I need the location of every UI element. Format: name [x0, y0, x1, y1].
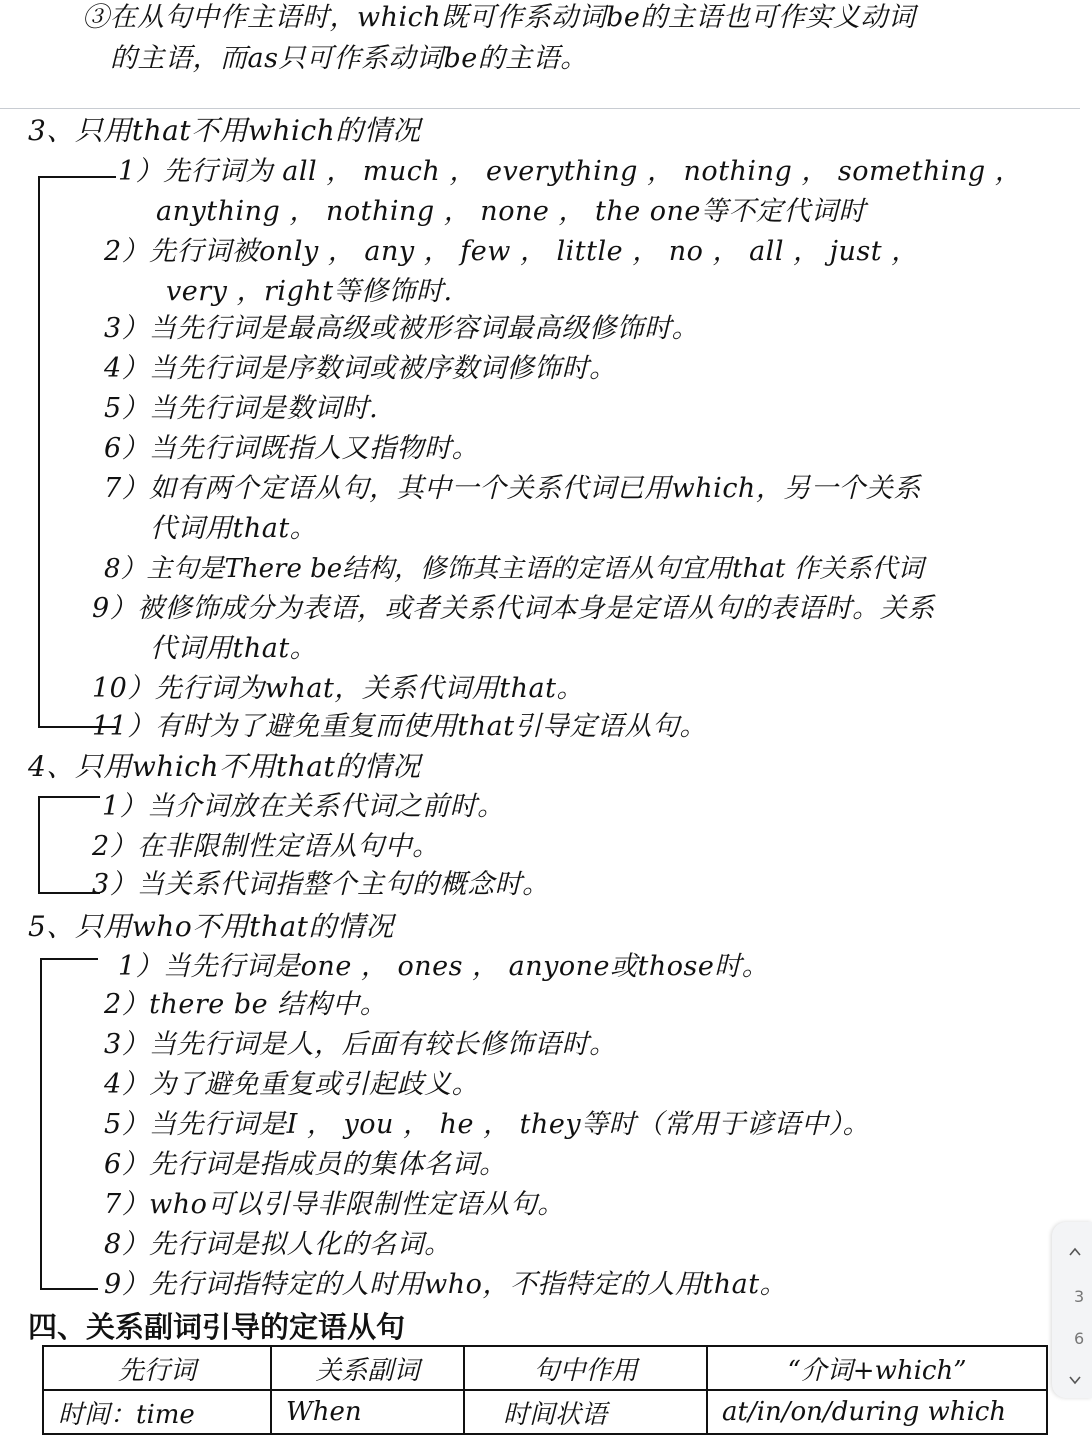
list-item: 3）当先行词是人，后面有较长修饰语时。	[104, 1029, 617, 1060]
list-item: 1）当介词放在关系代词之前时。	[102, 791, 505, 822]
section-4-title: 4、只用which不用that的情况	[28, 750, 421, 783]
table-header-cell: 先行词	[43, 1346, 271, 1390]
note-line: 的主语，而as只可作系动词be的主语。	[110, 43, 588, 74]
page-number-digit: 3	[1074, 1287, 1085, 1306]
list-item: 4）当先行词是序数词或被序数词修饰时。	[104, 353, 617, 384]
list-item: 4）为了避免重复或引起歧义。	[104, 1069, 480, 1100]
table-cell: 时间：time	[43, 1390, 271, 1434]
section-5-title: 5、只用who不用that的情况	[28, 910, 394, 943]
chevron-up-icon[interactable]	[1068, 1242, 1082, 1264]
list-item: 8）先行词是拟人化的名词。	[104, 1229, 452, 1260]
chevron-down-icon[interactable]	[1068, 1370, 1082, 1392]
list-item-continuation: very ，right等修饰时.	[166, 276, 453, 307]
previous-section-block	[0, 0, 1080, 109]
list-item: 2）there be 结构中。	[104, 989, 388, 1020]
table-header-cell: 句中作用	[464, 1346, 707, 1390]
relative-adverb-table	[42, 1345, 1048, 1435]
section-four-title: 四、关系副词引导的定语从句	[28, 1310, 406, 1344]
list-item: 10）先行词为what，关系代词用that。	[92, 673, 584, 704]
list-item-continuation: 代词用that。	[150, 633, 318, 664]
list-item: 7）如有两个定语从句，其中一个关系代词已用which，另一个关系	[104, 473, 921, 504]
list-item: 5）当先行词是数词时.	[104, 393, 379, 424]
list-item-continuation: 代词用that。	[150, 513, 318, 544]
list-item: 2）先行词被only ， any ， few ， little ， no ， all ， just ，	[104, 236, 919, 267]
page-number-digit: 6	[1074, 1329, 1085, 1348]
list-item: 2）在非限制性定语从句中。	[92, 831, 440, 862]
list-item: 1）先行词为 all ， much ， everything ， nothing ， something ，	[118, 156, 1023, 187]
list-item: 9）被修饰成分为表语，或者关系代词本身是定语从句的表语时。关系	[92, 593, 935, 624]
table-cell: 时间状语	[464, 1390, 707, 1434]
table-header-cell: “介词+which”	[707, 1346, 1047, 1390]
table-header-cell: 关系副词	[271, 1346, 464, 1390]
list-item: 11）有时为了避免重复而使用that引导定语从句。	[92, 711, 708, 742]
table-header-row	[43, 1346, 1047, 1390]
note-line: ③在从句中作主语时，which既可作系动词be的主语也可作实义动词	[82, 2, 916, 33]
list-item: 3）当先行词是最高级或被形容词最高级修饰时。	[104, 313, 700, 344]
section-3-title: 3、只用that不用which的情况	[28, 114, 421, 147]
list-item: 9）先行词指特定的人时用who，不指特定的人用that。	[104, 1269, 788, 1300]
list-item: 1）当先行词是one ， ones ， anyone或those时。	[118, 951, 770, 982]
page-scroll-widget[interactable]	[1052, 1222, 1092, 1398]
section-5-bracket	[40, 958, 98, 1290]
list-item: 6）当先行词既指人又指物时。	[104, 433, 480, 464]
table-cell: When	[271, 1390, 464, 1434]
list-item: 3）当关系代词指整个主句的概念时。	[92, 869, 550, 900]
list-item: 7）who可以引导非限制性定语从句。	[104, 1189, 565, 1220]
list-item: 6）先行词是指成员的集体名词。	[104, 1149, 507, 1180]
table-row	[43, 1390, 1047, 1434]
list-item: 5）当先行词是I ， you ， he ， they等时（常用于谚语中）。	[104, 1109, 871, 1140]
list-item: 8）主句是There be结构，修饰其主语的定语从句宜用that 作关系代词	[104, 554, 924, 584]
section-4-bracket	[38, 796, 100, 894]
table-cell: at/in/on/during which	[707, 1390, 1047, 1434]
list-item-continuation: anything ， nothing ， none ， the one等不定代词时	[156, 196, 866, 227]
